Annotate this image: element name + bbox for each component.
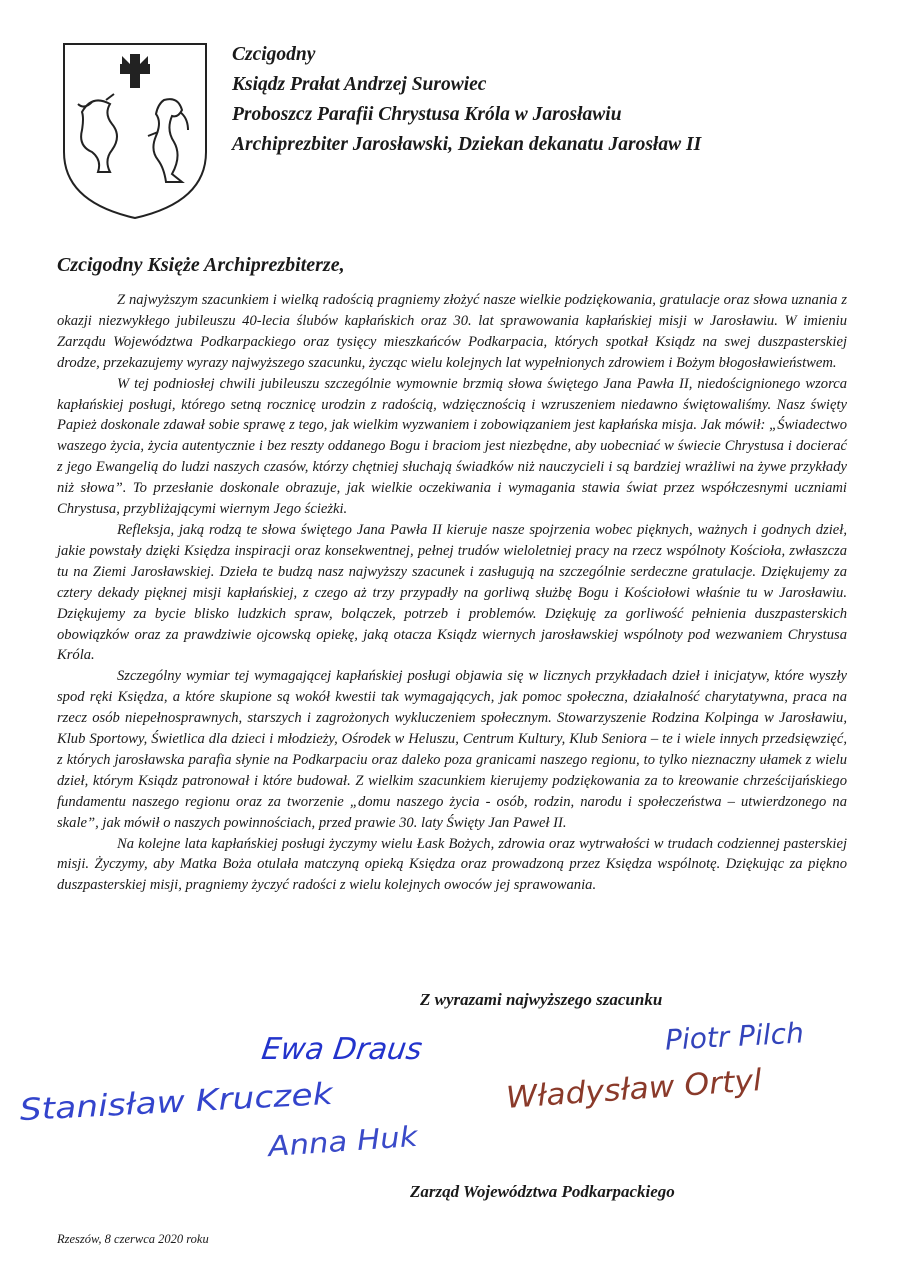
letter-body — [57, 290, 847, 896]
addressee-block — [232, 40, 701, 160]
paragraph: Z najwyższym szacunkiem i wielką radością pragniemy złożyć nasze wielkie podziękowania, gratulacje oraz słowa uznania z okazji niezwykłego jubileuszu 40-lecia ślubów kapłańskich oraz 30. lat sprawowania kapłańskiej misji w Jarosławiu. W imieniu Zarządu Województwa Podkarpackiego oraz tysięcy mieszkańców Podkarpacia, których spotkał Ksiądz na swej duszpasterskiej drodze, przekazujemy wyrazy najwyższego szacunku, życząc wielu kolejnych lat wypełnionych zdrowiem i Bożym błogosławieństwem. — [57, 292, 847, 371]
paragraph: W tej podniosłej chwili jubileuszu szczególnie wymownie brzmią słowa świętego Jana Pawła II, niedoścignionego wzorca kapłańskiej posługi, którego setną rocznicę urodzin z radością, wdzięcznością i wzruszeniem niedawno świętowaliśmy. Nasz święty Papież doskonale zdawał sobie sprawę z tego, jak wielkim wyzwaniem i zobowiązaniem jest kapłańska misja. Jak mówił: „Świadectwo waszego życia, życia autentycznie i bez reszty oddanego Bogu i braciom jest niezbędne, aby uobecniać w świecie Chrystusa i docierać z jego Ewangelią do ludzi naszych czasów, którzy chętniej słuchają świadków niż nauczycieli i są bardziej wrażliwi na żywe przykłady niż słowa”. To przesłanie doskonale obrazuje, jak wielkie oczekiwania i wymagania stawia świat przez współczesnymi uczniami Chrystusa, przybliżającymi wiernym Jego ścieżki. — [57, 375, 847, 518]
addressee-line: Ksiądz Prałat Andrzej Surowiec — [232, 74, 487, 95]
signature: Władysław Ortyl — [504, 1063, 763, 1116]
closing: Z wyrazami najwyższego szacunku — [420, 990, 663, 1009]
coat-of-arms-icon — [62, 42, 208, 220]
signature: Stanisław Kruczek — [18, 1076, 334, 1129]
signature: Anna Huk — [267, 1119, 419, 1164]
signature: Piotr Pilch — [664, 1016, 805, 1057]
signatory-body: Zarząd Województwa Podkarpackiego — [410, 1182, 675, 1201]
paragraph: Refleksja, jaką rodzą te słowa świętego Jana Pawła II kieruje nasze spojrzenia wobec pięknych, ważnych i godnych dzieł, jakie powstały dzięki Księdza inspiracji oraz konsekwentnej, pełnej trudów wieloletniej pracy na rzecz wspólnoty Kościoła, zwłaszcza tu na Ziemi Jarosławskiej. Dzieła te budzą nasz najwyższy szacunek i zasługują na szczególnie serdeczne gratulacje. Dziękujemy za cztery dekady pięknej misji kapłańskiej, z czego aż trzy przypadły na gorliwą służbę Bogu i Kościołowi właśnie tu w Jarosławiu. Dziękujemy za bycie blisko ludzkich spraw, bolączek, potrzeb i problemów. Dziękuję za gorliwość pełnienia duszpasterskich obowiązków oraz za prawdziwie ojcowską opiekę, jaką otacza Ksiądz wiernych jarosławskiej wspólnoty pod wezwaniem Chrystusa Króla. — [57, 521, 847, 664]
addressee-line: Proboszcz Parafii Chrystusa Króla w Jarosławiu — [232, 104, 622, 125]
signature: Ewa Draus — [259, 1032, 425, 1067]
paragraph: Szczególny wymiar tej wymagającej kapłańskiej posługi objawia się w licznych przykładach dzieł i inicjatyw, które wyszły spod ręki Księdza, a które skupione są wokół kwestii tak wymagających, jak pomoc społeczna, działalność charytatywna, praca na rzecz osób niepełnosprawnych, starszych i zagrożonych wykluczeniem społecznym. Stowarzyszenie Rodzina Kolpinga w Jarosławiu, Klub Sportowy, Świetlica dla dzieci i młodzieży, Ośrodek w Heluszu, Centrum Kultury, Klub Seniora – te i wiele innych przedsięwzięć, z których jarosławska parafia słynie na Podkarpaciu oraz daleko poza granicami naszego regionu, to tylko nieznaczny ułamek z wielu dzieł, którym Ksiądz patronował i które budował. Z wielkim szacunkiem kierujemy podziękowania za to kreowanie chrześcijańskiego fundamentu naszego regionu oraz za tworzenie „domu naszego życia - osób, rodzin, narodu i społeczeństwa – utwierdzonego na skale”, jak mówił o naszych powinnościach, przed prawie 30. laty Święty Jan Paweł II. — [57, 668, 847, 831]
paragraph: Na kolejne lata kapłańskiej posługi życzymy wielu Łask Bożych, zdrowia oraz wytrwałości w trudach codziennej pasterskiej misji. Życzymy, aby Matka Boża otulała matczyną opieką Księdza oraz prowadzoną przez Księdza wspólnotę. Dziękując za piękno duszpasterskiej misji, pragniemy życzyć radości z wielu kolejnych owoców jej sprawowania. — [57, 835, 847, 894]
salutation: Czcigodny Księże Archiprezbiterze, — [57, 254, 345, 276]
date-place: Rzeszów, 8 czerwca 2020 roku — [57, 1232, 209, 1246]
addressee-line: Archiprezbiter Jarosławski, Dziekan dekanatu Jarosław II — [232, 134, 702, 155]
addressee-line: Czcigodny — [232, 44, 316, 65]
